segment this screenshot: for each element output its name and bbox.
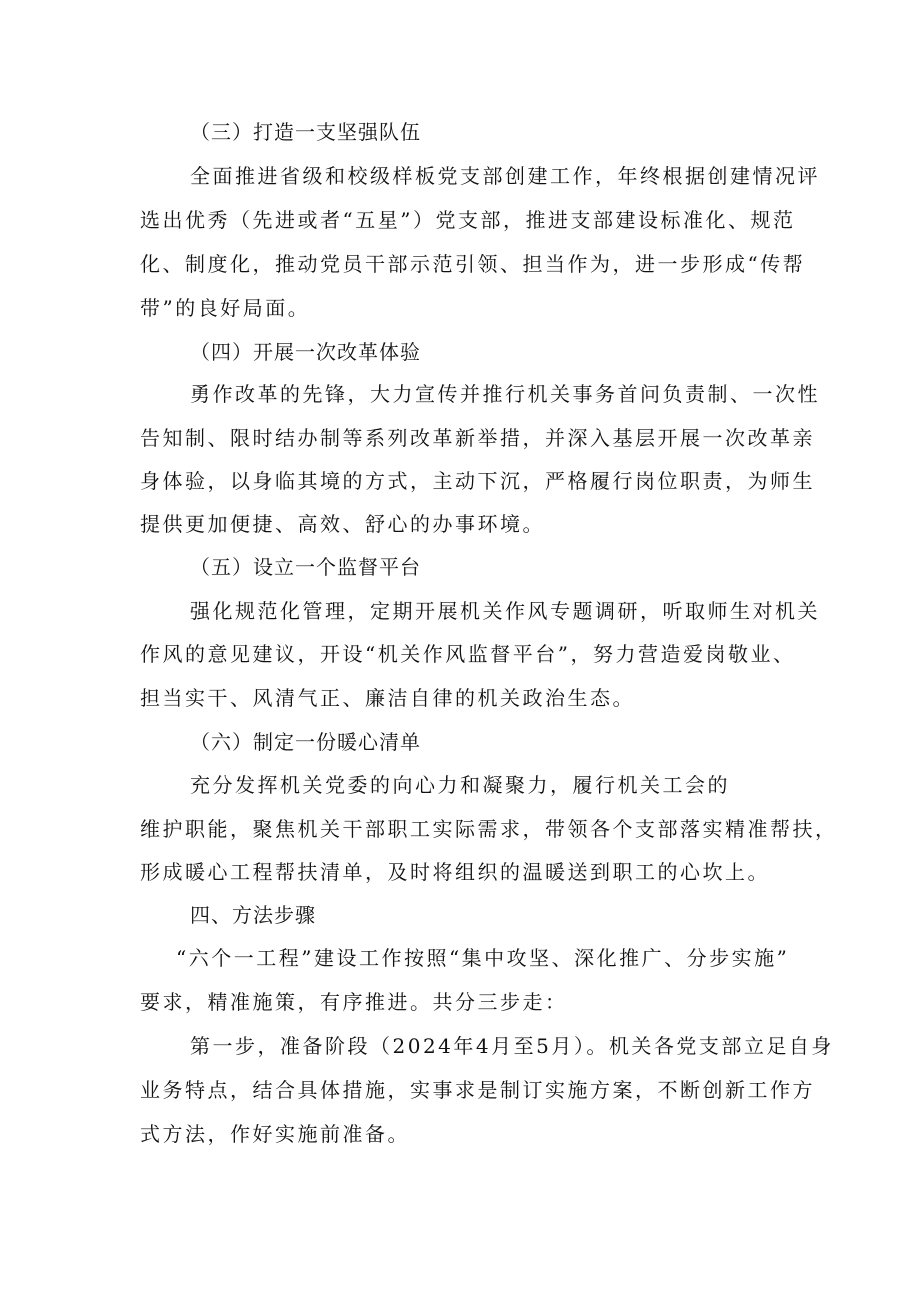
- paragraph-line: 选出优秀（先进或者“五星”）党支部，推进支部建设标准化、规范: [140, 208, 796, 232]
- paragraph-line: 式方法，作好实施前准备。: [140, 1122, 410, 1146]
- paragraph-line: 担当实干、风清气正、廉洁自律的机关政治生态。: [140, 686, 635, 710]
- paragraph-line: 作风的意见建议，开设“机关作风监督平台”，努力营造爱岗敬业、: [140, 642, 796, 666]
- paragraph-line: 第一步，准备阶段（2024年4月至5月）。机关各党支部立足自身: [190, 1034, 834, 1058]
- paragraph-line: 强化规范化管理，定期开展机关作风专题调研，听取师生对机关: [190, 599, 820, 623]
- section-heading-4: （四）开展一次改革体验: [190, 340, 421, 364]
- section-heading-6: （六）制定一份暖心清单: [190, 730, 421, 754]
- section-heading-5: （五）设立一个监督平台: [190, 555, 421, 579]
- paragraph-line: 提供更加便捷、高效、舒心的办事环境。: [140, 512, 545, 536]
- paragraph-line: 要求，精准施策，有序推进。共分三步走：: [140, 990, 568, 1014]
- chapter-heading-methods: 四、方法步骤: [190, 903, 316, 927]
- section-heading-3: （三）打造一支坚强队伍: [190, 120, 421, 144]
- paragraph-line: 带”的良好局面。: [140, 296, 311, 320]
- paragraph-line: 充分发挥机关党委的向心力和凝聚力，履行机关工会的: [190, 773, 730, 797]
- paragraph-line: 告知制、限时结办制等系列改革新举措，并深入基层开展一次改革亲: [140, 426, 815, 450]
- paragraph-line: 勇作改革的先锋，大力宣传并推行机关事务首问负责制、一次性: [190, 382, 820, 406]
- paragraph-line: 化、制度化，推动党员干部示范引领、担当作为，进一步形成“传帮: [140, 252, 806, 276]
- paragraph-line: “六个一工程”建设工作按照“集中攻坚、深化推广、分步实施”: [176, 946, 790, 970]
- paragraph-line: 身体验，以身临其境的方式，主动下沉，严格履行岗位职责，为师生: [140, 469, 815, 493]
- paragraph-line: 维护职能，聚焦机关干部职工实际需求，带领各个支部落实精准帮扶，: [140, 817, 838, 841]
- paragraph-line: 全面推进省级和校级样板党支部创建工作，年终根据创建情况评: [190, 164, 820, 188]
- paragraph-line: 形成暖心工程帮扶清单，及时将组织的温暖送到职工的心坎上。: [140, 860, 770, 884]
- paragraph-line: 业务特点，结合具体措施，实事求是制订实施方案，不断创新工作方: [140, 1078, 815, 1102]
